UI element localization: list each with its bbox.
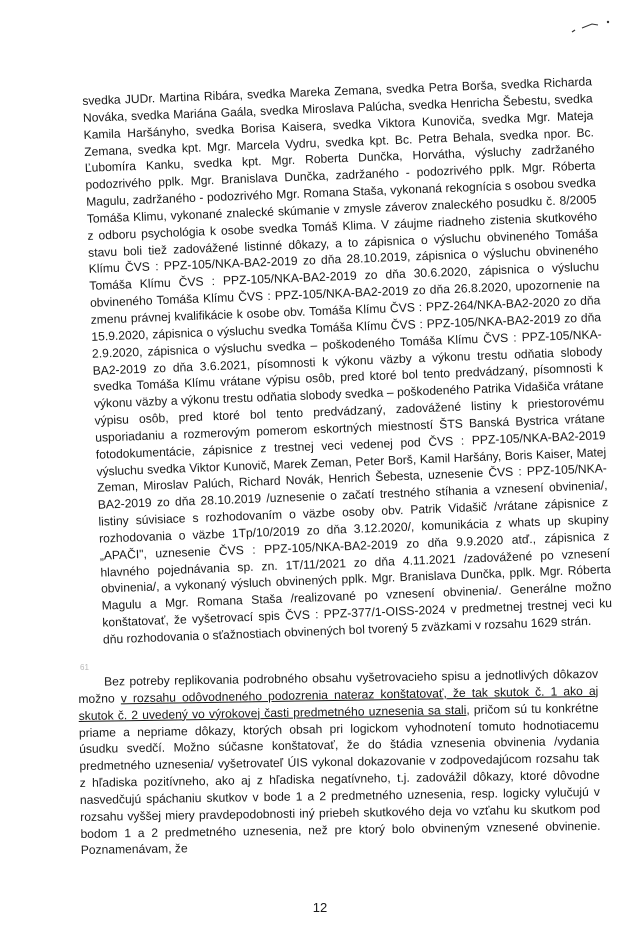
page-number: 12 [312, 900, 328, 915]
body-paragraph-2 [78, 666, 601, 859]
body-paragraph-1: svedka JUDr. Martina Ribára, svedka Mareka Zemana, svedka Petra Borša, svedka Richarda Nováka, svedka Mariána Gaála, svedka Miroslava Palúcha, svedka Henricha Šebestu, svedka Kamila Haršányho, svedka Borisa Kaisera, svedka Viktora Kunoviča, svedka Mgr. Mateja Zemana, svedka kpt. Mgr. Marcela Vydru, svedka kpt. Bc. Petra Behala, svedka npor. Bc. Ľubomíra Kanku, svedka kpt. Mgr. Roberta Dunčka, Horvátha, výsluchy zadržaného podozrivého pplk. Mgr. Branislava Dunčka, zadržaného - podozrivého pplk. Mgr. Róberta Magulu, zadržaného - podozrivého Mgr. Romana Staša, vykonaná rekognícia s osobou svedka Tomáša Klimu, vykonané znalecké skúmanie v zmysle záverov znaleckého posudku č. 8/2005 z odboru psychológia k osobe svedka Tomáš Klima. V záujme riadneho zistenia skutkového stavu boli tiež zadovážené listinné dôkazy, a to zápisnica o výsluchu obvineného Tomáša Klímu ČVS : PPZ-105/NKA-BA2-2019 zo dňa 28.10.2019, zápisnica o výsluchu obvineného Tomáša Klímu ČVS : PPZ-105/NKA-BA2-2019 zo dňa 30.6.2020, zápisnica o výsluchu obvineného Tomáša Klímu ČVS : PPZ-105/NKA-BA2-2019 zo dňa 26.8.2020, upozornenie na zmenu právnej kvalifikácie k osobe obv. Tomáša Klímu ČVS : PPZ-264/NKA-BA2-2020 zo dňa 15.9.2020, zápisnica o výsluchu svedka Tomáša Klímu ČVS : PPZ-105/NKA-BA2-2019 zo dňa 2.9.2020, zápisnica o výsluchu svedka – poškodeného Tomáša Klímu ČVS : PPZ-105/NKA-BA2-2019 zo dňa 3.6.2021, písomnosti k výkonu väzby a výkonu trestu odňatia slobody svedka Tomáša Klímu vrátane výpisu osôb, pred ktoré bol tento predvádzaný, písomnosti k výkonu väzby a výkonu trestu odňatia slobody svedka – poškodeného Patrika Vidašiča vrátane výpisu osôb, pred ktoré bol tento predvádzaný, zadovážené listiny k priestorovému usporiadaniu a rozmerovým pomerom eskortných miestností ŠTS Banská Bystrica vrátane fotodokumentácie, zápisnice z trestnej veci vedenej pod ČVS : PPZ-105/NKA-BA2-2019 výsluchu svedka Viktor Kunovič, Marek Zeman, Peter Borš, Kamil Haršány, Boris Kaiser, Matej Zeman, Miroslav Palúch, Richard Novák, Henrich Šebesta, uznesenie ČVS : PPZ-105/NKA-BA2-2019 zo dňa 28.10.2019 /uznesenie o začatí trestného stíhania a vznesení obvinenia/, listiny súvisiace s rozhodovaním o väzbe osoby obv. Patrik Vidašič /vrátane zápisnice z rozhodovania o väzbe 1Tp/10/2019 zo dňa 3.12.2020/, komunikácia z whats up skupiny „APAČI", uznesenie ČVS : PPZ-105/NKA-BA2-2019 zo dňa 9.9.2020 atď., zápisnica z hlavného pojednávania sp. zn. 1T/11/2021 zo dňa 4.11.2021 /zadovážené po vznesení obvinenia/, a vykonaný výsluch obvinených pplk. Mgr. Branislava Dunčka, pplk. Mgr. Róberta Magulu a Mgr. Romana Staša /realizované po vznesení obvinenia/. Generálne možno konštatovať, že vyšetrovací spis ČVS : PPZ-377/1-OISS-2024 v predmetnej trestnej veci ku dňu rozhodovania o sťažnostiach obvinených bol tvorený 5 zväzkami v rozsahu 1629 strán. [82, 74, 613, 647]
underlined-finding: v rozsahu odôvodneného podozrenia nateraz konštatovať, že tak skutok č. 1 ako aj skutok č. 2 uvedený vo výrokovej časti predmetného uznesenia sa stali [78, 683, 599, 723]
paragraph-2-rest: , pričom sú tu konkrétne priame a nepriame dôkazy, ktorých obsah pri logickom vyhodnotení tomuto hodnotiacemu úsudku svedčí. Možno súčasne konštatovať, že do štádia vznesenia obvinenia /vydania predmetného uznesenia/ vyšetrovateľ ÚIS vykonal dokazovanie v zodpovedajúcom rozsahu tak z hľadiska pozitívneho, ako aj z hľadiska negatívneho, t.j. zadovážil dôkazy, ktoré dôvodne nasvedčujú spáchaniu skutkov v bode 1 a 2 predmetného uznesenia, resp. logicky vylučujú v rozsahu vyššej miery pravdepodobnosti iný priebeh skutkového deja vo vzťahu ku skutkom pod bodom 1 a 2 predmetného uznesenia, než pre ktorý bolo obvineným vznesené obvinenie. Poznamenávam, že [78, 700, 601, 858]
corner-pen-marks [560, 14, 630, 44]
paragraph-2-lead: Bez potreby replikovania podrobného obsahu vyšetrovacieho spisu a jednotlivých dôkazov možno [78, 666, 599, 706]
margin-scribble: 61 [80, 663, 89, 672]
